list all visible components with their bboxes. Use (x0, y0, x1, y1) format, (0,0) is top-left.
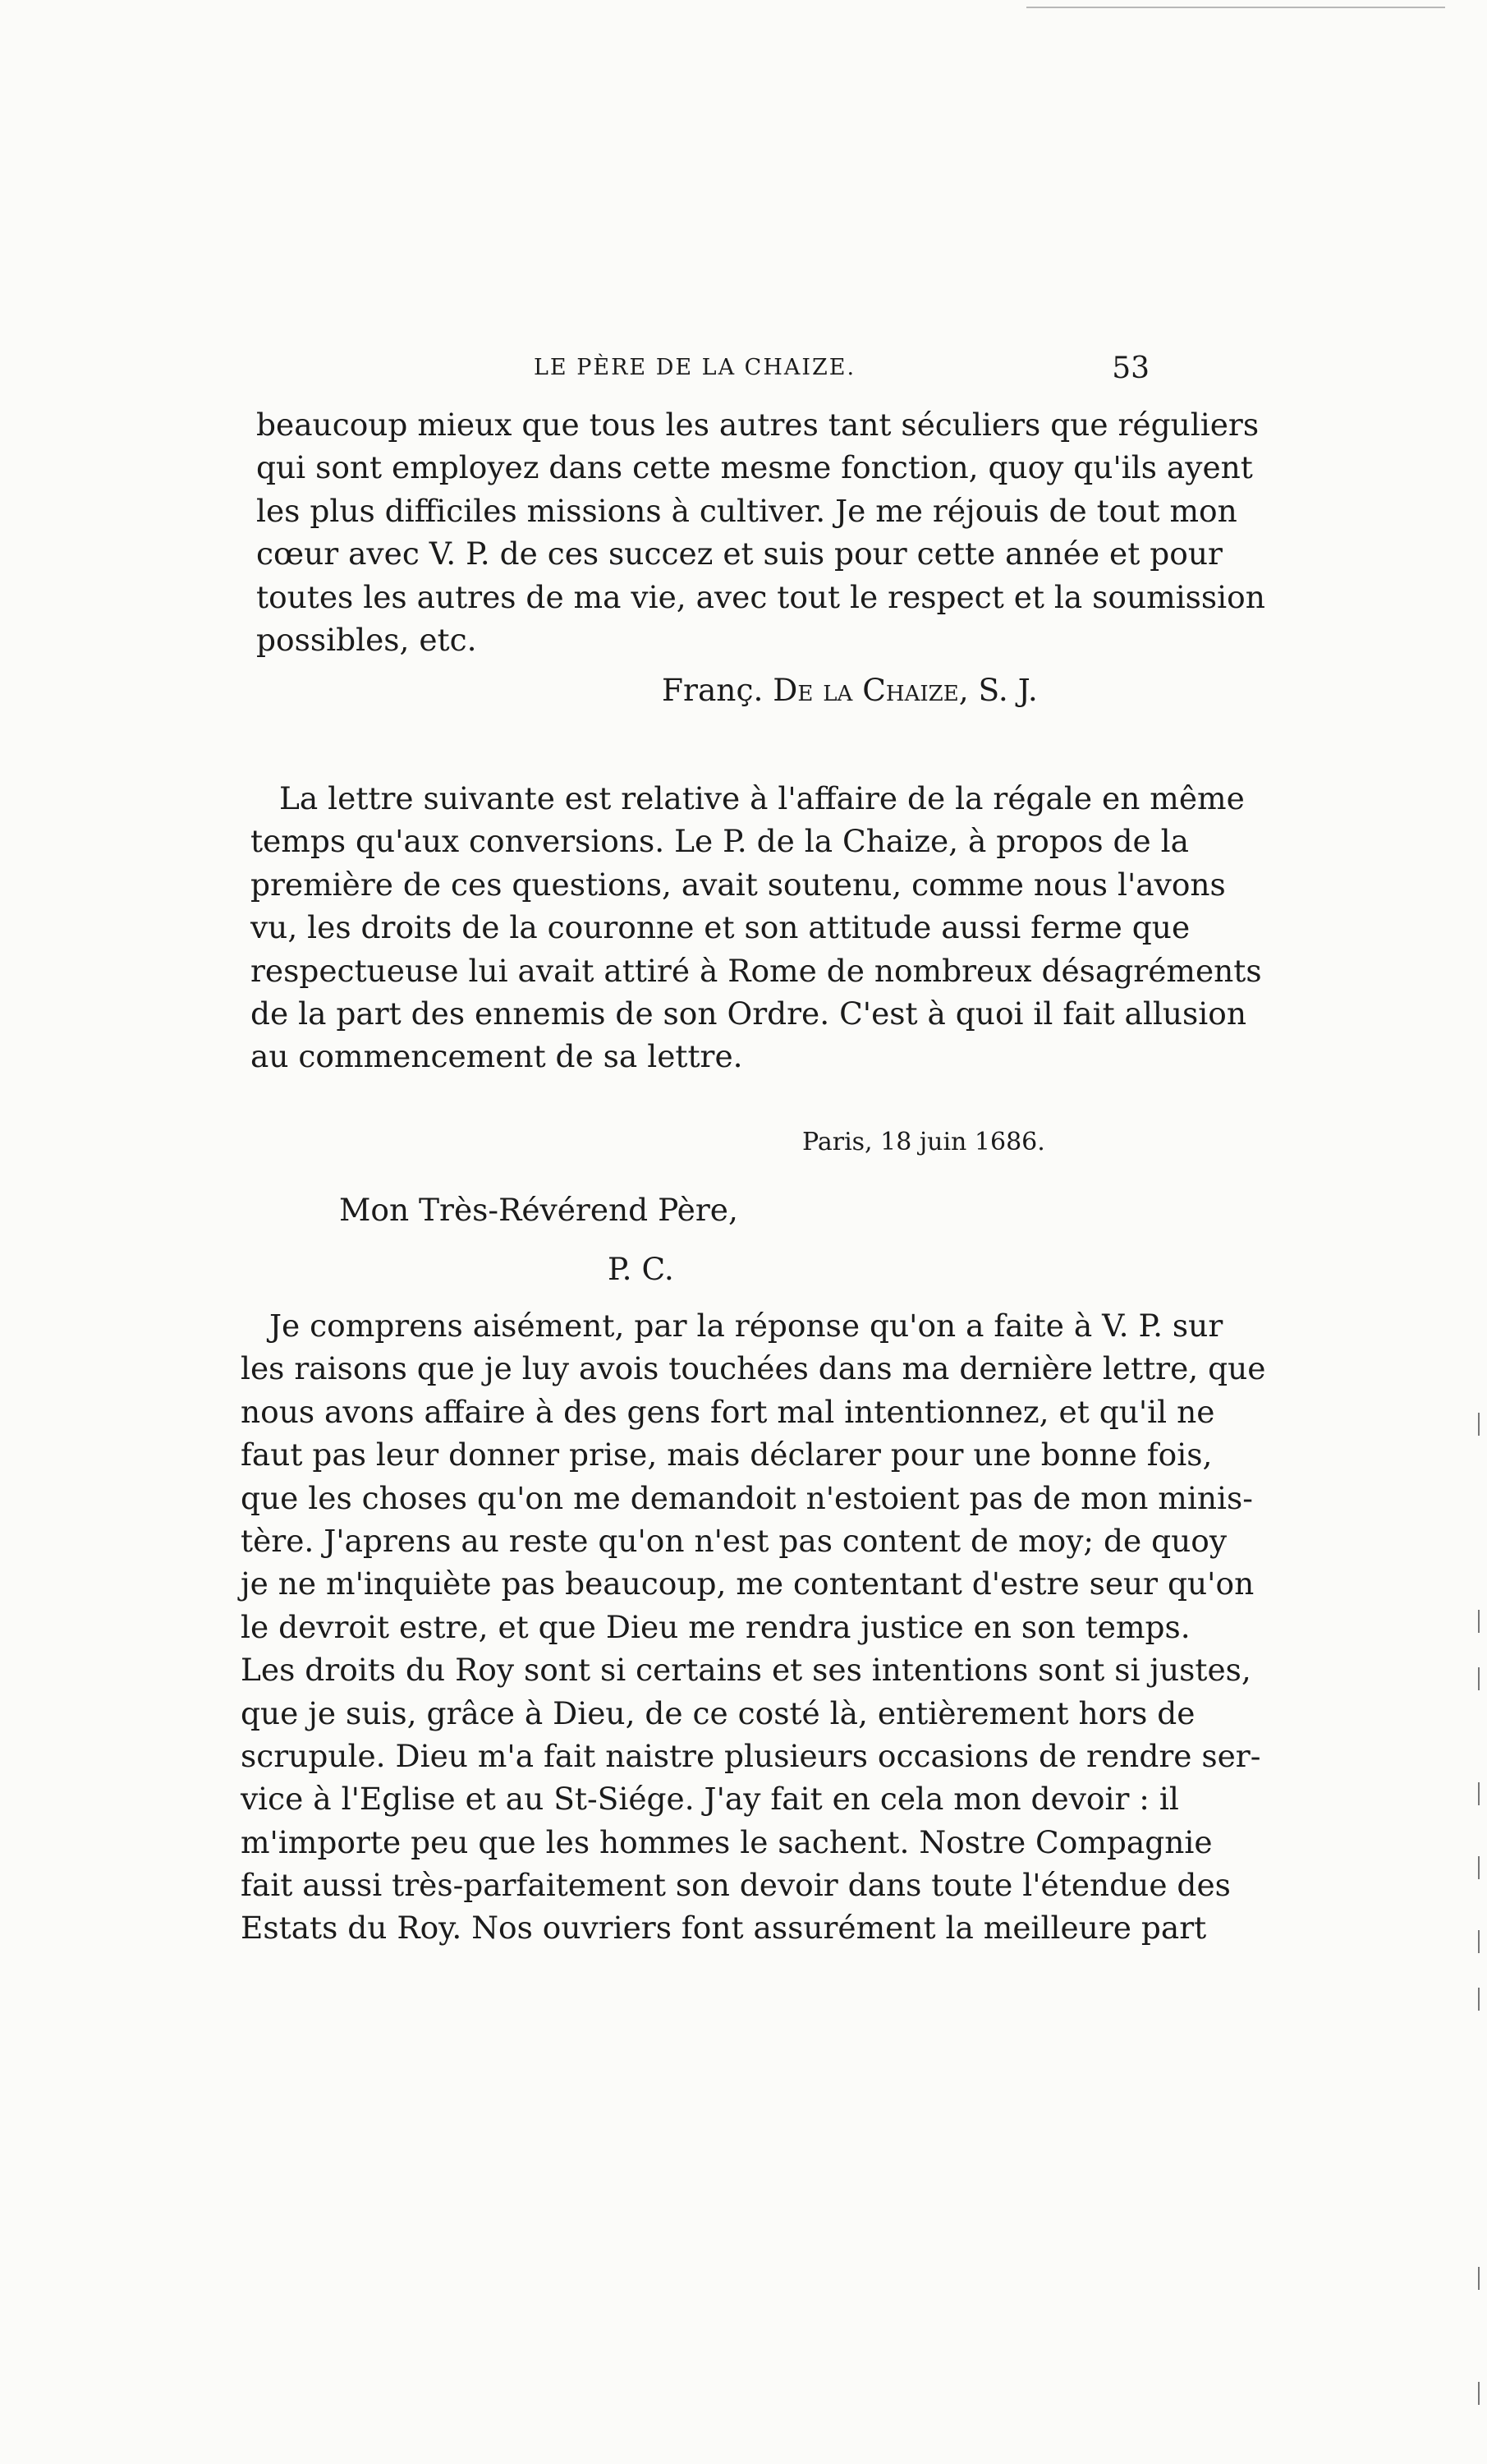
text-line: toutes les autres de ma vie, avec tout le respect et la soumission (256, 578, 1265, 615)
text-line: je ne m'inquiète pas beaucoup, me contentant d'estre seur qu'on (241, 1565, 1255, 1602)
text-line: de la part des ennemis de son Ordre. C'est à quoi il fait allusion (250, 995, 1247, 1032)
running-title: LE PÈRE DE LA CHAIZE. (534, 355, 856, 380)
letter1-continuation (256, 403, 1265, 661)
text-line: au commencement de sa lettre. (250, 1038, 743, 1075)
signature-name: De la Chaize (773, 672, 959, 708)
scan-margin-marks (1478, 1396, 1481, 2464)
text-line: nous avons affaire à des gens fort mal intentionnez, et qu'il ne (241, 1393, 1215, 1430)
text-line: vice à l'Eglise et au St-Siége. J'ay fait en cela mon devoir : il (241, 1781, 1179, 1818)
margin-tick (1478, 1667, 1480, 1690)
margin-tick (1478, 2267, 1480, 2290)
text-line: le devroit estre, et que Dieu me rendra justice en son temps. (241, 1608, 1191, 1645)
pax-christi: P. C. (608, 1251, 674, 1287)
page-header (246, 352, 1150, 393)
signature-suffix: , S. J. (958, 672, 1038, 708)
margin-tick (1478, 1856, 1480, 1879)
text-line: respectueuse lui avait attiré à Rome de nombreux désagréments (250, 952, 1262, 989)
text-line: possibles, etc. (256, 621, 477, 658)
margin-tick (1478, 2382, 1480, 2405)
text-line: Estats du Roy. Nos ouvriers font assurément la meilleure part (241, 1910, 1207, 1947)
text-line: qui sont employez dans cette mesme fonction, quoy qu'ils ayent (256, 449, 1253, 486)
text-line: Je comprens aisément, par la réponse qu'on a faite à V. P. sur (269, 1308, 1223, 1344)
letter2-body (241, 1304, 1266, 1950)
text-line: fait aussi très-parfaitement son devoir dans toute l'étendue des (241, 1867, 1231, 1904)
signature-prefix: Franç. (662, 672, 773, 708)
text-line: beaucoup mieux que tous les autres tant séculiers que réguliers (256, 407, 1260, 443)
margin-tick (1478, 1930, 1480, 1953)
text-line: première de ces questions, avait soutenu, comme nous l'avons (250, 866, 1226, 903)
text-line: que les choses qu'on me demandoit n'estoient pas de mon minis- (241, 1479, 1253, 1516)
text-line: tère. J'aprens au reste qu'on n'est pas content de moy; de quoy (241, 1522, 1228, 1559)
commentary-paragraph (250, 777, 1262, 1078)
text-line: La lettre suivante est relative à l'affaire de la régale en même (279, 780, 1245, 816)
signature (662, 672, 1038, 708)
text-line: m'importe peu que les hommes le sachent. Nostre Compagnie (241, 1823, 1213, 1860)
margin-tick (1478, 1782, 1480, 1805)
text-line: que je suis, grâce à Dieu, de ce costé là, entièrement hors de (241, 1694, 1196, 1731)
scan-edge-rule (1026, 7, 1445, 8)
text-line: temps qu'aux conversions. Le P. de la Chaize, à propos de la (250, 823, 1189, 860)
dateline: Paris, 18 juin 1686. (802, 1128, 1045, 1156)
salutation: Mon Très-Révérend Père, (339, 1192, 738, 1228)
text-line: Les droits du Roy sont si certains et ses intentions sont si justes, (241, 1652, 1251, 1689)
text-line: les plus difficiles missions à cultiver. Je me réjouis de tout mon (256, 492, 1237, 529)
text-line: scrupule. Dieu m'a fait naistre plusieurs occasions de rendre ser- (241, 1737, 1261, 1774)
page-number: 53 (1112, 352, 1150, 385)
text-line: cœur avec V. P. de ces succez et suis pour cette année et pour (256, 536, 1223, 572)
margin-tick (1478, 1988, 1480, 2011)
text-line: faut pas leur donner prise, mais déclarer pour une bonne fois, (241, 1437, 1213, 1473)
margin-tick (1478, 1413, 1480, 1436)
text-line: vu, les droits de la couronne et son attitude aussi ferme que (250, 909, 1191, 946)
margin-tick (1478, 1610, 1480, 1633)
text-line: les raisons que je luy avois touchées dans ma dernière lettre, que (241, 1350, 1266, 1387)
